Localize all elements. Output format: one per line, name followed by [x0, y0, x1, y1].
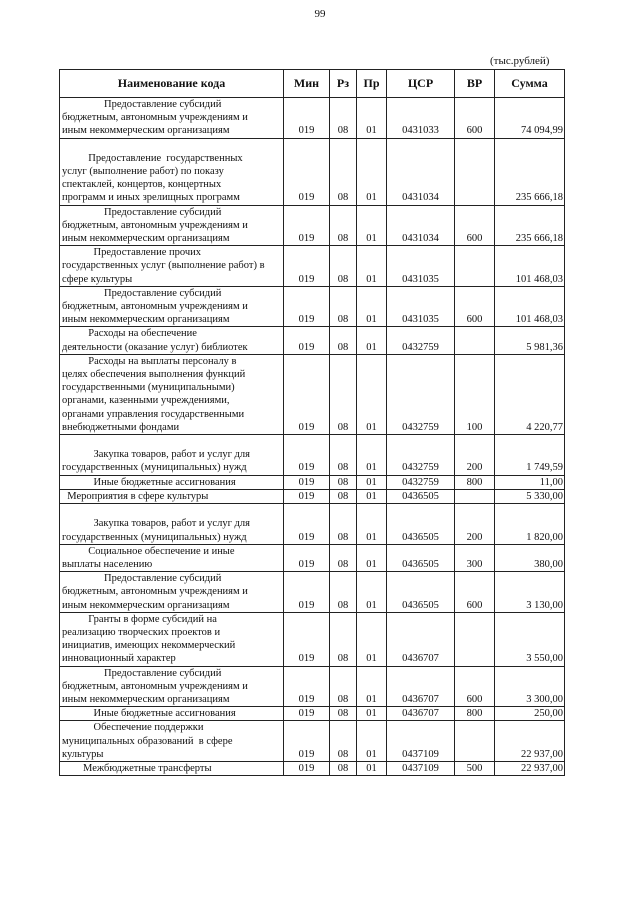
cell-vr: 800 — [455, 475, 495, 489]
cell-pr: 01 — [357, 489, 387, 503]
cell-min: 019 — [284, 98, 330, 139]
table-body — [60, 98, 565, 776]
cell-min: 019 — [284, 612, 330, 666]
cell-sum: 3 300,00 — [495, 666, 565, 707]
cell-sum: 101 468,03 — [495, 286, 565, 327]
cell-pr: 01 — [357, 286, 387, 327]
cell-csr: 0437109 — [387, 761, 455, 775]
table-row — [60, 246, 565, 287]
cell-rz: 08 — [330, 707, 357, 721]
cell-vr — [455, 138, 495, 205]
cell-min: 019 — [284, 138, 330, 205]
cell-name: Иные бюджетные ассигнования — [60, 707, 284, 721]
cell-csr: 0431034 — [387, 138, 455, 205]
cell-sum: 380,00 — [495, 544, 565, 571]
cell-vr — [455, 489, 495, 503]
table-row — [60, 489, 565, 503]
cell-name: Закупка товаров, работ и услуг для государственных (муниципальных) нужд — [60, 435, 284, 476]
cell-csr: 0431035 — [387, 286, 455, 327]
cell-sum: 1 820,00 — [495, 504, 565, 545]
cell-csr: 0431034 — [387, 205, 455, 246]
cell-rz: 08 — [330, 98, 357, 139]
cell-sum: 250,00 — [495, 707, 565, 721]
cell-min: 019 — [284, 246, 330, 287]
table-row — [60, 98, 565, 139]
cell-csr: 0436505 — [387, 544, 455, 571]
table-row — [60, 707, 565, 721]
header-csr: ЦСР — [387, 70, 455, 98]
cell-name: Гранты в форме субсидий на реализацию творческих проектов и инициатив, имеющих некоммерческий инновационный характер — [60, 612, 284, 666]
cell-min: 019 — [284, 286, 330, 327]
cell-vr: 600 — [455, 666, 495, 707]
cell-name: Закупка товаров, работ и услуг для государственных (муниципальных) нужд — [60, 504, 284, 545]
cell-sum: 22 937,00 — [495, 721, 565, 762]
cell-rz: 08 — [330, 721, 357, 762]
cell-csr: 0431035 — [387, 246, 455, 287]
cell-vr: 600 — [455, 98, 495, 139]
cell-rz: 08 — [330, 435, 357, 476]
cell-rz: 08 — [330, 761, 357, 775]
cell-rz: 08 — [330, 246, 357, 287]
table-row — [60, 544, 565, 571]
cell-csr: 0432759 — [387, 475, 455, 489]
cell-min: 019 — [284, 544, 330, 571]
cell-pr: 01 — [357, 246, 387, 287]
cell-pr: 01 — [357, 435, 387, 476]
cell-rz: 08 — [330, 489, 357, 503]
cell-vr — [455, 327, 495, 354]
cell-sum: 5 330,00 — [495, 489, 565, 503]
cell-name: Предоставление прочих государственных услуг (выполнение работ) в сфере культуры — [60, 246, 284, 287]
table-row — [60, 612, 565, 666]
cell-vr: 600 — [455, 205, 495, 246]
header-vr: ВР — [455, 70, 495, 98]
cell-vr: 100 — [455, 354, 495, 434]
cell-csr: 0432759 — [387, 435, 455, 476]
cell-sum: 235 666,18 — [495, 205, 565, 246]
cell-min: 019 — [284, 205, 330, 246]
table-row — [60, 666, 565, 707]
cell-sum: 11,00 — [495, 475, 565, 489]
cell-pr: 01 — [357, 354, 387, 434]
cell-min: 019 — [284, 327, 330, 354]
cell-csr: 0437109 — [387, 721, 455, 762]
header-rz: Рз — [330, 70, 357, 98]
cell-sum: 22 937,00 — [495, 761, 565, 775]
cell-min: 019 — [284, 572, 330, 613]
cell-rz: 08 — [330, 354, 357, 434]
cell-name: Предоставление субсидий бюджетным, автономным учреждениям и иным некоммерческим организациям — [60, 205, 284, 246]
cell-min: 019 — [284, 354, 330, 434]
cell-min: 019 — [284, 707, 330, 721]
cell-sum: 3 550,00 — [495, 612, 565, 666]
table-row — [60, 435, 565, 476]
cell-rz: 08 — [330, 612, 357, 666]
cell-rz: 08 — [330, 544, 357, 571]
cell-pr: 01 — [357, 761, 387, 775]
table-header-row — [60, 70, 565, 98]
cell-min: 019 — [284, 504, 330, 545]
cell-min: 019 — [284, 721, 330, 762]
cell-name: Предоставление субсидий бюджетным, автономным учреждениям и иным некоммерческим организациям — [60, 572, 284, 613]
cell-name: Мероприятия в сфере культуры — [60, 489, 284, 503]
cell-name: Предоставление государственных услуг (выполнение работ) по показу спектаклей, концертов, концертных программ и иных зрелищных программ — [60, 138, 284, 205]
cell-name: Межбюджетные трансферты — [60, 761, 284, 775]
cell-name: Расходы на обеспечение деятельности (оказание услуг) библиотек — [60, 327, 284, 354]
cell-pr: 01 — [357, 544, 387, 571]
cell-csr: 0436505 — [387, 504, 455, 545]
cell-csr: 0436505 — [387, 572, 455, 613]
table-row — [60, 721, 565, 762]
cell-csr: 0432759 — [387, 354, 455, 434]
cell-rz: 08 — [330, 205, 357, 246]
cell-sum: 5 981,36 — [495, 327, 565, 354]
cell-rz: 08 — [330, 475, 357, 489]
header-name: Наименование кода — [60, 70, 284, 98]
cell-vr — [455, 612, 495, 666]
cell-sum: 1 749,59 — [495, 435, 565, 476]
cell-rz: 08 — [330, 327, 357, 354]
table-row — [60, 761, 565, 775]
table-row — [60, 475, 565, 489]
cell-csr: 0436505 — [387, 489, 455, 503]
cell-min: 019 — [284, 489, 330, 503]
units-label: (тыс.рублей) — [490, 55, 550, 67]
cell-pr: 01 — [357, 205, 387, 246]
cell-vr — [455, 246, 495, 287]
cell-rz: 08 — [330, 286, 357, 327]
header-pr: Пр — [357, 70, 387, 98]
cell-vr: 300 — [455, 544, 495, 571]
cell-pr: 01 — [357, 666, 387, 707]
cell-sum: 4 220,77 — [495, 354, 565, 434]
cell-min: 019 — [284, 475, 330, 489]
cell-csr: 0432759 — [387, 327, 455, 354]
cell-vr — [455, 721, 495, 762]
cell-vr: 600 — [455, 572, 495, 613]
table-row — [60, 572, 565, 613]
table-row — [60, 354, 565, 434]
header-min: Мин — [284, 70, 330, 98]
cell-csr: 0436707 — [387, 666, 455, 707]
table-row — [60, 286, 565, 327]
cell-pr: 01 — [357, 98, 387, 139]
page-number: 99 — [314, 8, 326, 20]
cell-sum: 101 468,03 — [495, 246, 565, 287]
cell-vr: 500 — [455, 761, 495, 775]
cell-rz: 08 — [330, 572, 357, 613]
budget-table — [59, 69, 565, 776]
cell-pr: 01 — [357, 504, 387, 545]
cell-csr: 0431033 — [387, 98, 455, 139]
table-row — [60, 327, 565, 354]
cell-rz: 08 — [330, 504, 357, 545]
cell-name: Предоставление субсидий бюджетным, автономным учреждениям и иным некоммерческим организациям — [60, 666, 284, 707]
cell-csr: 0436707 — [387, 612, 455, 666]
cell-vr: 800 — [455, 707, 495, 721]
cell-min: 019 — [284, 435, 330, 476]
cell-sum: 74 094,99 — [495, 98, 565, 139]
cell-vr: 200 — [455, 435, 495, 476]
cell-name: Предоставление субсидий бюджетным, автономным учреждениям и иным некоммерческим организациям — [60, 98, 284, 139]
cell-name: Социальное обеспечение и иные выплаты населению — [60, 544, 284, 571]
cell-pr: 01 — [357, 707, 387, 721]
cell-min: 019 — [284, 666, 330, 707]
table-row — [60, 205, 565, 246]
cell-name: Обеспечение поддержки муниципальных образований в сфере культуры — [60, 721, 284, 762]
cell-name: Предоставление субсидий бюджетным, автономным учреждениям и иным некоммерческим организациям — [60, 286, 284, 327]
cell-csr: 0436707 — [387, 707, 455, 721]
cell-vr: 600 — [455, 286, 495, 327]
cell-name: Расходы на выплаты персоналу в целях обеспечения выполнения функций государственными (муниципальными) органами, казенными учреждениями, органами управления государственными внебюджетными фондами — [60, 354, 284, 434]
table-row — [60, 504, 565, 545]
cell-rz: 08 — [330, 138, 357, 205]
cell-pr: 01 — [357, 138, 387, 205]
cell-sum: 3 130,00 — [495, 572, 565, 613]
cell-pr: 01 — [357, 327, 387, 354]
table-row — [60, 138, 565, 205]
cell-name: Иные бюджетные ассигнования — [60, 475, 284, 489]
cell-vr: 200 — [455, 504, 495, 545]
cell-rz: 08 — [330, 666, 357, 707]
cell-pr: 01 — [357, 721, 387, 762]
cell-pr: 01 — [357, 572, 387, 613]
cell-pr: 01 — [357, 475, 387, 489]
cell-min: 019 — [284, 761, 330, 775]
cell-pr: 01 — [357, 612, 387, 666]
header-sum: Сумма — [495, 70, 565, 98]
cell-sum: 235 666,18 — [495, 138, 565, 205]
